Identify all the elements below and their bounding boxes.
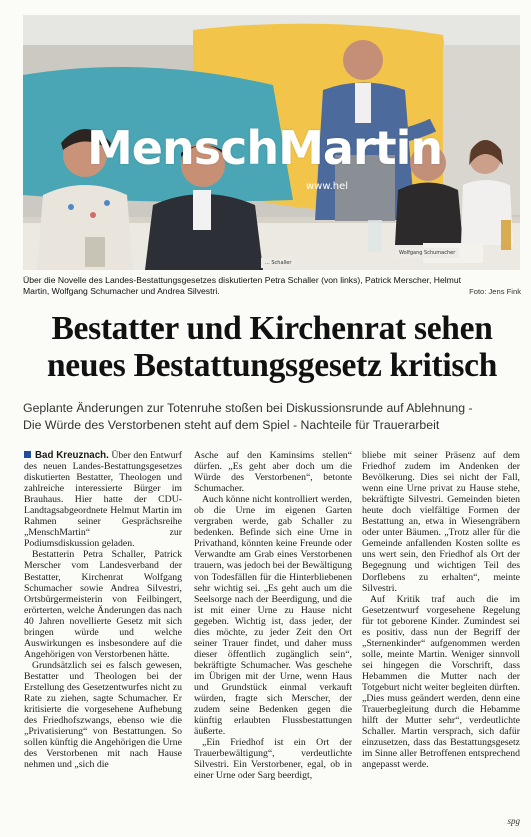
paragraph: Asche auf den Kaminsims stellen“ dürfen. „Es geht aber doch um die Würde des Verstorbenen“, betonte Schumacher. xyxy=(194,450,352,495)
banner-url-text: www.hel xyxy=(306,181,349,192)
paragraph: „Ein Friedhof ist ein Ort der Trauerbewältigung“, verdeutlichte Silvestri. Ein Verstorbener, egal, ob in einer Urne oder Sarg beerdigt, xyxy=(194,737,352,782)
article-column-1 xyxy=(24,450,182,770)
nameplate-left: ... Schaller xyxy=(261,258,295,268)
nameplate-right: Wolfgang Schumacher xyxy=(395,248,459,258)
banner-logo-text: MenschMartin xyxy=(87,121,443,175)
headline-line-1: Bestatter und Kirchenrat sehen xyxy=(51,310,493,347)
article-headline xyxy=(23,310,521,384)
dateline-marker xyxy=(24,451,31,458)
press-photo xyxy=(23,15,520,270)
subheadline-line-1: Geplante Änderungen zur Totenruhe stoßen bei Diskussionsrunde auf Ablehnung - xyxy=(23,401,473,415)
paragraph: Bestatterin Petra Schaller, Patrick Merscher vom Landesverband der Bestatter, Kirchenrat Wolfgang Schumacher sowie Andrea Silvestri, Ortsbürgermeisterin von Feilbingert, erörterten, welche Änderungen das nach 40 Jahren novellierte Gesetz mit sich bringen würde und welche Auswirkungen es insbesondere auf die Angehörigen von Verstorbenen hätte. xyxy=(24,549,182,660)
paragraph: Auch könne nicht kontrolliert werden, ob die Urne im eigenen Garten vergraben werde, gab Schaller zu bedenken. Befinde sich eine Urne in Privathand, könnten keine Freunde oder Verwandte am Grab eines Verstorbenen trauern, was jedoch bei der Bewältigung von Todesfällen für die Hinterbliebenen sehr wichtig sei. „Es geht auch um die Seelsorge nach der Beerdigung, und die ist mit einer Urne zu Hause nicht gegeben. Wichtig ist, dass jeder, der dies möchte, zu jeder Zeit den Ort seiner Trauer findet, und daher muss dieser öffentlich zugänglich sein“, bekräftigte Schumacher. Was geschehe im Übrigen mit der Urne, wenn Haus und Grundstück einmal verkauft würden, fragte sich Merscher, der zudem seine Bedenken gegen die künftig erlaubten Flussbestattungen äußerte. xyxy=(194,494,352,738)
paragraph xyxy=(24,450,182,549)
caption-text: Über die Novelle des Landes-Bestattungsgesetzes diskutierten Petra Schaller (von links), Patrick Merscher, Helmut Martin, Wolfgang Schumacher und Andrea Silvestri. xyxy=(23,275,462,296)
paragraph: Grundsätzlich sei es falsch gewesen, Bestatter und Theologen bei der Erstellung des Gesetzentwurfes nicht zu Rate zu ziehen, sagte Schumacher. Er kritisierte die vorgesehene Aufhebung des Friedhofszwangs, ebenso wie die „Privatisierung“ von Bestattungen. So sollen künftig die Angehörigen die Urne des Verstorbenen mit nach Hause nehmen und „sich die xyxy=(24,659,182,771)
article-column-3 xyxy=(362,450,520,770)
dateline: Bad Kreuznach. xyxy=(35,450,109,461)
article-column-2 xyxy=(194,450,352,781)
headline-line-2: neues Bestattungsgesetz kritisch xyxy=(46,347,498,384)
subheadline-line-2: Die Würde des Verstorbenen steht auf dem Spiel - Nachteile für Trauerarbeit xyxy=(23,417,440,432)
photo-caption xyxy=(23,275,521,297)
paragraph: bliebe mit seiner Präsenz auf dem Friedhof zudem im Andenken der Bevölkerung. Dies sei nicht der Fall, wenn eine Urne privat zu Hause stehe, bekräftigte Silvestri. Gemeinden bieten heute doch vielfältige Formen der Bestattung an, etwa in Wiesengräbern oder unter Bäumen. „Trotz aller für die Gemeinde anfallenden Kosten sollte es uns wert sein, den Friedhof als Ort der Begegnung und wichtigen Teil des Dorflebens zu erhalten“, meinte Silvestri. xyxy=(362,450,520,594)
paragraph-text: Über den Entwurf des neuen Landes-Bestattungsgesetzes diskutierten Bestatter, Theologen und zahlreiche interessierte Bürger im Brauhaus. Hier hatte der CDU-Landtagsabgeordnete Helmut Martin im Rahmen seiner Gesprächsreihe „MenschMartin“ zur Podiumsdiskussion geladen. xyxy=(24,450,183,550)
photo-credit: Foto: Jens Fink xyxy=(469,287,521,296)
author-signature: spg xyxy=(507,816,520,826)
paragraph: Auf Kritik traf auch die im Gesetzentwurf vorgesehene Regelung für tot geborene Kinder. Zumindest sei es positiv, dass nun der Begriff der „Sternenkinder“ aufgenommen werden solle, meinte Martin. Weniger sinnvoll sei hingegen die Vorschrift, dass Hebammen die Mutter nach der Totgeburt nicht weiter begleiten dürften. „Dies muss geändert werden, denn eine Trauerbegleitung durch die Hebamme hilft der Mutter sehr“, verdeutlichte Schaller. Martin versprach, sich dafür einzusetzen, dass das Bestattungsgesetz im Sinne aller Betroffenen entsprechend angepasst werde. xyxy=(362,593,520,771)
article-subheadline xyxy=(23,400,521,433)
